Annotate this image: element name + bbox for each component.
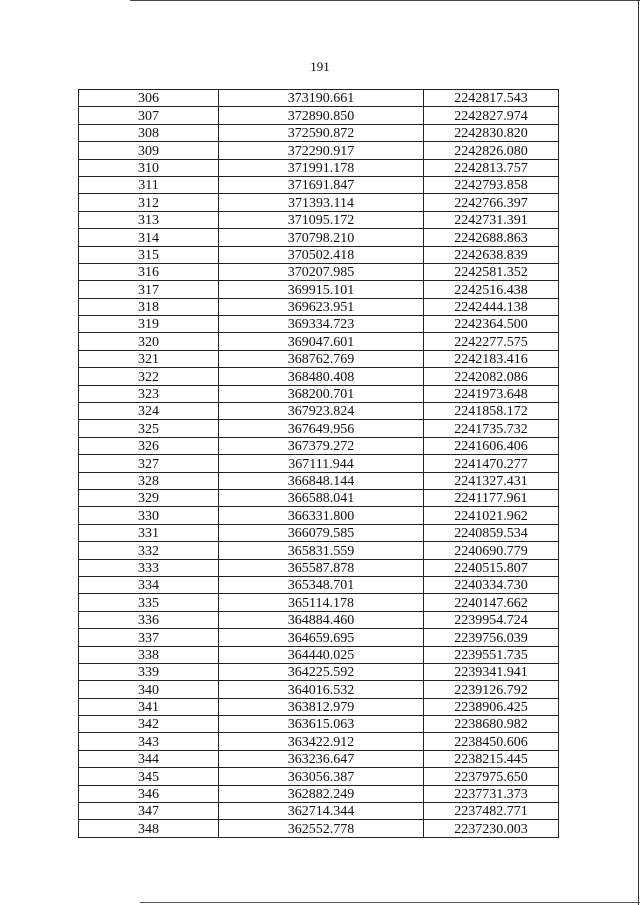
point-number-cell: 337 — [79, 629, 219, 646]
table-row — [79, 142, 559, 159]
point-number-cell: 327 — [79, 455, 219, 472]
table-row — [79, 733, 559, 750]
y-coordinate-cell: 2242731.391 — [424, 211, 559, 228]
table-row — [79, 298, 559, 315]
table-row — [79, 368, 559, 385]
point-number-cell: 306 — [79, 90, 219, 107]
y-coordinate-cell: 2242826.080 — [424, 142, 559, 159]
x-coordinate-cell: 362552.778 — [219, 820, 424, 837]
point-number-cell: 323 — [79, 385, 219, 402]
point-number-cell: 339 — [79, 663, 219, 680]
point-number-cell: 307 — [79, 107, 219, 124]
x-coordinate-cell: 365587.878 — [219, 559, 424, 576]
y-coordinate-cell: 2239756.039 — [424, 629, 559, 646]
x-coordinate-cell: 362882.249 — [219, 785, 424, 802]
table-row — [79, 124, 559, 141]
y-coordinate-cell: 2242766.397 — [424, 194, 559, 211]
table-row — [79, 785, 559, 802]
point-number-cell: 311 — [79, 176, 219, 193]
point-number-cell: 322 — [79, 368, 219, 385]
x-coordinate-cell: 367111.944 — [219, 455, 424, 472]
y-coordinate-cell: 2242444.138 — [424, 298, 559, 315]
x-coordinate-cell: 366588.041 — [219, 489, 424, 506]
y-coordinate-cell: 2240147.662 — [424, 594, 559, 611]
table-row — [79, 437, 559, 454]
y-coordinate-cell: 2238906.425 — [424, 698, 559, 715]
y-coordinate-cell: 2239126.792 — [424, 681, 559, 698]
x-coordinate-cell: 369334.723 — [219, 316, 424, 333]
table-row — [79, 594, 559, 611]
table-row — [79, 316, 559, 333]
y-coordinate-cell: 2242688.863 — [424, 229, 559, 246]
y-coordinate-cell: 2241021.962 — [424, 507, 559, 524]
y-coordinate-cell: 2242813.757 — [424, 159, 559, 176]
x-coordinate-cell: 366848.144 — [219, 472, 424, 489]
y-coordinate-cell: 2238450.606 — [424, 733, 559, 750]
table-row — [79, 559, 559, 576]
table-row — [79, 385, 559, 402]
y-coordinate-cell: 2237975.650 — [424, 768, 559, 785]
y-coordinate-cell: 2240859.534 — [424, 524, 559, 541]
y-coordinate-cell: 2239341.941 — [424, 663, 559, 680]
y-coordinate-cell: 2242638.839 — [424, 246, 559, 263]
y-coordinate-cell: 2241858.172 — [424, 403, 559, 420]
point-number-cell: 335 — [79, 594, 219, 611]
point-number-cell: 332 — [79, 542, 219, 559]
y-coordinate-cell: 2242817.543 — [424, 90, 559, 107]
point-number-cell: 312 — [79, 194, 219, 211]
point-number-cell: 338 — [79, 646, 219, 663]
table-row — [79, 194, 559, 211]
point-number-cell: 341 — [79, 698, 219, 715]
page-right-edge — [638, 0, 639, 905]
x-coordinate-cell: 369915.101 — [219, 281, 424, 298]
table-row — [79, 107, 559, 124]
point-number-cell: 334 — [79, 576, 219, 593]
y-coordinate-cell: 2239551.735 — [424, 646, 559, 663]
coordinates-table-body — [79, 90, 559, 838]
y-coordinate-cell: 2241973.648 — [424, 385, 559, 402]
x-coordinate-cell: 364225.592 — [219, 663, 424, 680]
table-row — [79, 507, 559, 524]
table-row — [79, 698, 559, 715]
x-coordinate-cell: 371095.172 — [219, 211, 424, 228]
table-row — [79, 716, 559, 733]
y-coordinate-cell: 2238680.982 — [424, 716, 559, 733]
x-coordinate-cell: 371393.114 — [219, 194, 424, 211]
table-row — [79, 820, 559, 837]
y-coordinate-cell: 2237482.771 — [424, 803, 559, 820]
table-row — [79, 263, 559, 280]
y-coordinate-cell: 2242364.500 — [424, 316, 559, 333]
table-row — [79, 803, 559, 820]
point-number-cell: 333 — [79, 559, 219, 576]
x-coordinate-cell: 364016.532 — [219, 681, 424, 698]
y-coordinate-cell: 2242277.575 — [424, 333, 559, 350]
x-coordinate-cell: 363236.647 — [219, 750, 424, 767]
y-coordinate-cell: 2239954.724 — [424, 611, 559, 628]
table-row — [79, 229, 559, 246]
x-coordinate-cell: 372890.850 — [219, 107, 424, 124]
y-coordinate-cell: 2242827.974 — [424, 107, 559, 124]
y-coordinate-cell: 2242793.858 — [424, 176, 559, 193]
point-number-cell: 321 — [79, 350, 219, 367]
page-number: 191 — [310, 59, 330, 74]
table-row — [79, 646, 559, 663]
x-coordinate-cell: 370207.985 — [219, 263, 424, 280]
table-row — [79, 403, 559, 420]
point-number-cell: 344 — [79, 750, 219, 767]
y-coordinate-cell: 2242183.416 — [424, 350, 559, 367]
point-number-cell: 346 — [79, 785, 219, 802]
x-coordinate-cell: 366079.585 — [219, 524, 424, 541]
y-coordinate-cell: 2237230.003 — [424, 820, 559, 837]
point-number-cell: 336 — [79, 611, 219, 628]
x-coordinate-cell: 363422.912 — [219, 733, 424, 750]
table-row — [79, 629, 559, 646]
x-coordinate-cell: 368200.701 — [219, 385, 424, 402]
coordinates-table — [78, 89, 559, 838]
x-coordinate-cell: 363056.387 — [219, 768, 424, 785]
y-coordinate-cell: 2241177.961 — [424, 489, 559, 506]
table-row — [79, 350, 559, 367]
point-number-cell: 328 — [79, 472, 219, 489]
x-coordinate-cell: 362714.344 — [219, 803, 424, 820]
table-row — [79, 489, 559, 506]
x-coordinate-cell: 363812.979 — [219, 698, 424, 715]
point-number-cell: 324 — [79, 403, 219, 420]
x-coordinate-cell: 372290.917 — [219, 142, 424, 159]
x-coordinate-cell: 365114.178 — [219, 594, 424, 611]
y-coordinate-cell: 2237731.373 — [424, 785, 559, 802]
y-coordinate-cell: 2241327.431 — [424, 472, 559, 489]
x-coordinate-cell: 368480.408 — [219, 368, 424, 385]
table-row — [79, 542, 559, 559]
x-coordinate-cell: 370502.418 — [219, 246, 424, 263]
table-row — [79, 281, 559, 298]
point-number-cell: 308 — [79, 124, 219, 141]
x-coordinate-cell: 364440.025 — [219, 646, 424, 663]
x-coordinate-cell: 366331.800 — [219, 507, 424, 524]
y-coordinate-cell: 2241606.406 — [424, 437, 559, 454]
x-coordinate-cell: 365831.559 — [219, 542, 424, 559]
x-coordinate-cell: 364884.460 — [219, 611, 424, 628]
x-coordinate-cell: 365348.701 — [219, 576, 424, 593]
x-coordinate-cell: 367923.824 — [219, 403, 424, 420]
table-row — [79, 420, 559, 437]
table-row — [79, 611, 559, 628]
table-row — [79, 472, 559, 489]
page-bottom-edge — [140, 902, 640, 903]
point-number-cell: 340 — [79, 681, 219, 698]
y-coordinate-cell: 2240334.730 — [424, 576, 559, 593]
point-number-cell: 345 — [79, 768, 219, 785]
x-coordinate-cell: 367379.272 — [219, 437, 424, 454]
point-number-cell: 310 — [79, 159, 219, 176]
table-row — [79, 768, 559, 785]
x-coordinate-cell: 368762.769 — [219, 350, 424, 367]
table-row — [79, 681, 559, 698]
y-coordinate-cell: 2242581.352 — [424, 263, 559, 280]
table-row — [79, 159, 559, 176]
x-coordinate-cell: 371991.178 — [219, 159, 424, 176]
point-number-cell: 342 — [79, 716, 219, 733]
x-coordinate-cell: 373190.661 — [219, 90, 424, 107]
y-coordinate-cell: 2240515.807 — [424, 559, 559, 576]
y-coordinate-cell: 2241735.732 — [424, 420, 559, 437]
x-coordinate-cell: 363615.063 — [219, 716, 424, 733]
point-number-cell: 318 — [79, 298, 219, 315]
point-number-cell: 347 — [79, 803, 219, 820]
y-coordinate-cell: 2240690.779 — [424, 542, 559, 559]
y-coordinate-cell: 2242516.438 — [424, 281, 559, 298]
table-row — [79, 211, 559, 228]
point-number-cell: 319 — [79, 316, 219, 333]
table-row — [79, 576, 559, 593]
table-row — [79, 663, 559, 680]
point-number-cell: 329 — [79, 489, 219, 506]
point-number-cell: 313 — [79, 211, 219, 228]
point-number-cell: 316 — [79, 263, 219, 280]
y-coordinate-cell: 2242082.086 — [424, 368, 559, 385]
point-number-cell: 325 — [79, 420, 219, 437]
point-number-cell: 320 — [79, 333, 219, 350]
table-row — [79, 176, 559, 193]
y-coordinate-cell: 2242830.820 — [424, 124, 559, 141]
y-coordinate-cell: 2241470.277 — [424, 455, 559, 472]
point-number-cell: 331 — [79, 524, 219, 541]
table-row — [79, 333, 559, 350]
x-coordinate-cell: 369047.601 — [219, 333, 424, 350]
point-number-cell: 343 — [79, 733, 219, 750]
x-coordinate-cell: 370798.210 — [219, 229, 424, 246]
x-coordinate-cell: 372590.872 — [219, 124, 424, 141]
table-row — [79, 524, 559, 541]
table-row — [79, 455, 559, 472]
x-coordinate-cell: 371691.847 — [219, 176, 424, 193]
x-coordinate-cell: 364659.695 — [219, 629, 424, 646]
x-coordinate-cell: 367649.956 — [219, 420, 424, 437]
point-number-cell: 330 — [79, 507, 219, 524]
point-number-cell: 348 — [79, 820, 219, 837]
table-row — [79, 90, 559, 107]
page-top-edge — [130, 0, 640, 1]
point-number-cell: 309 — [79, 142, 219, 159]
point-number-cell: 317 — [79, 281, 219, 298]
y-coordinate-cell: 2238215.445 — [424, 750, 559, 767]
point-number-cell: 315 — [79, 246, 219, 263]
point-number-cell: 326 — [79, 437, 219, 454]
table-row — [79, 750, 559, 767]
point-number-cell: 314 — [79, 229, 219, 246]
table-row — [79, 246, 559, 263]
x-coordinate-cell: 369623.951 — [219, 298, 424, 315]
